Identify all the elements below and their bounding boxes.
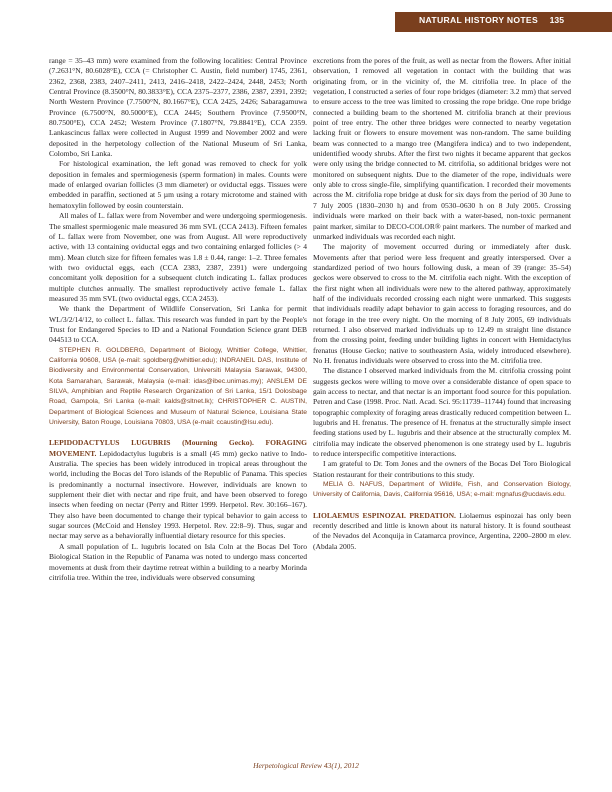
paragraph: All males of L. fallax were from November and were undergoing spermiogenesis. The smallest spermiogenic male measured 36 mm SVL (CCA 2413). Fifteen females of L. fallax were from November, one was from August. All were reproductively active, with 13 containing oviductal eggs and two containing enlarged follicles (> 4 mm). Mean clutch size for fifteen females was 1.8 ± 0.44, range: 1–2. Three females with two oviductal eggs, each (CCA 2383, 2387, 2391) were undergoing concomitant yolk deposition for a subsequent clutch indicating L. fallax produces multiple clutches annually. The smallest reproductively active female L. fallax measured 35 mm SVL (two oviductal eggs, CCA 2453).: [49, 211, 307, 303]
paragraph: The distance I observed marked individuals from the M. citrifolia crossing point suggests geckos were willing to move over a considerable distance of open space to gain access to nectar, and that nectar is an important food source for this population. Petren and Case (1998. Proc. Natl. Acad. Sci. 95:11739–11744) found that increasing topographic complexity of foraging areas drastically reduced competition between L. lugubris and H. frenatus. The presence of H. frenatus at the structurally simple insect feeding stations used by L. lugubris and their absence at the structurally complex M. citrifolia may indicate the observed phenomenon is one strategy used by L. lugubris to reduce interspecific competitive interactions.: [313, 366, 571, 459]
acknowledgment: We thank the Department of Wildlife Conservation, Sri Lanka for permit WL/3/2/14/12, to collect L. fallax. This research was funded in part by the People's Trust for Endangered Species to ID and a National Foundation Science grant DEB 044513 to CCA.: [49, 304, 307, 345]
section-heading: LEPIDODACTYLUS LUGUBRIS (Mourning Gecko). FORAGING MOVEMENT.: [49, 438, 307, 458]
paragraph: For histological examination, the left gonad was removed to check for yolk deposition in females and spermiogenesis (sperm formation) in males. Counts were made of enlarged ovarian follicles (3 mm diameter) or oviductal eggs. Tissues were embedded in paraffin, sectioned at 5 µm using a rotary microtome and stained with hematoxylin followed by eosin counterstain.: [49, 159, 307, 210]
page-number: 135: [549, 15, 564, 25]
paragraph: excretions from the pores of the fruit, as well as nectar from the flowers. After initial observation, I removed all vegetation in contact with the building that was originating from, or in the vicinity of, the M. citrifolia tree. In place of the vegetation, I constructed a series of four rope bridges (diameter: 3.2 mm) that served to ensure access to the tree was limited to crossing the rope bridge. One rope bridge connected a building beam to the shortened M. citrifolia branch at their previous point of tree entry. The other three bridges were connected to nearby vegetation lacking fruit or flowers to ensure movement was non-random. The same building beam was connected to a mango tree (Mangifera indica) and to two independent, unidentified woody shrubs. After the first two nights it became apparent that geckos were only using the bridge connected to M. citrifolia, so additional bridges were not monitored on subsequent nights. Due to the diameter of the rope, individuals were only able to cross single-file, simplifying quantification. I recorded their movements across the M. citrifolia rope bridge at dusk for six days from the period of 30 June to 7 July 2005 (1830–2030 h) and from 0530–0630 h on 8 July 2005. Crossing individuals were marked on their back with a water-based, non-toxic permanent paint marker, similar to DECO-COLOR® paint markers. The number of marked and unmarked individuals was recorded each night.: [313, 56, 571, 241]
paragraph: range = 35–43 mm) were examined from the following localities: Central Province (7.2631°N, 80.6028°E), CCA (= Christopher C. Austin, field number) 1745, 2361, 2362, 2368, 2383, 2407–2411, 2413, 2416–2418, 2422–2424, 2448, 2453; North Central Province (8.3500°N, 80.3833°E), CCA 2375–2377, 2386, 2387, 2391, 2392; North Western Province (7.7500°N, 80.1667°E), CCA 2425, 2426; Sabaragamuwa Province (6.7500°N, 80.5000°E), CCA 2445; Southern Province (7.9500°N, 80.7500°E), CCA 2452; Western Province (7.1807°N, 79.8841°E), CCA 2359. Lankascincus fallax were collected in August 1999 and November 2002 and were deposited in the herpetology collection of the National Museum of Sri Lanka, Colombo, Sri Lanka.: [49, 56, 307, 159]
section-text: Liolaemus espinozai has only been recently described and little is known about its natural history. It is found southeast of the Nevados del Aconquija in Catamarca province, Argentina, 2200–2800 m elev. (Abdala 2005.: [313, 510, 571, 551]
section-text: Lepidodactylus lugubris is a small (45 mm) gecko native to Indo-Australia. The species has been widely introduced in tropical areas throughout the world, including the Bocas del Toro islands of the Republic of Panama. This species is predominantly a nocturnal insectivore. However, individuals are known to supplement their diet with nectar and ripe fruit, and have been observed to forego insects when feeding on nectar (Perry and Ritter 1999. Herpetol. Rev. 30:166–167). They also have been documented to change their typical behavior to gain access to sugar sources (McCoid and Hensley 1993. Herpetol. Rev. 22:8–9). Thus, sugar and nectar may serve as a behaviorally influential dietary resource for this species.: [49, 448, 307, 541]
note-paragraph: [49, 438, 307, 541]
author-block: STEPHEN R. GOLDBERG, Department of Biology, Whittier College, Whittier, California 90608, USA (e-mail: sgoldberg@whittier.edu); INDRANEIL DAS, Institute of Biodiversity and Environmental Conservation, Universiti Malaysia Sarawak, 94300, Kota Samarahan, Sarawak, Malaysia (e-mail: idas@ibec.unimas.my); ANSLEM DE SILVA, Amphibian and Reptile Research Organization of Sri Lanka, 15/1 Dolosbage Road, Gampola, Sri Lanka (e-mail: kalds@sltnet.lk); CHRISTOPHER C. AUSTIN, Department of Biological Sciences and Museum of Natural Science, Louisiana State University, Baton Rouge, Louisiana 70803, USA (e-mail: ccaustin@lsu.edu).: [49, 346, 307, 427]
left-column: [49, 56, 307, 583]
right-column: [313, 56, 571, 552]
author-block: MELIA G. NAFUS, Department of Wildlife, Fish, and Conservation Biology, University of California, Davis, California 95616, USA; e-mail: mgnafus@ucdavis.edu.: [313, 481, 571, 499]
section-heading: LIOLAEMUS ESPINOZAI. PREDATION.: [313, 510, 456, 520]
paragraph: The majority of movement occurred during or immediately after dusk. Movements after that period were less frequent and greatly interspersed. Over a standardized period of two hours following dusk, a mean of 39 (range: 35–54) geckos were observed to cross to the M. citrifolia each night. With the exception of the first night when all individuals were new to the altered pathway, approximately half of the individuals recorded crossing each night were unmarked. This suggests that individuals readily adapt behavior to gain access to foraging resources, and do not forage in the tree every night. On the morning of 8 July 2005, 69 individuals returned. I also observed marked individuals up to 12.49 m straight line distance from the crossing point, feeding under building lights in concert with Hemidactylus frenatus (House Gecko; native to southeastern Asia, widely introduced elsewhere). No H. frenatus individuals were observed to cross into the M. citrifolia tree.: [313, 242, 571, 365]
running-header: [0, 12, 612, 32]
acknowledgment: I am grateful to Dr. Tom Jones and the owners of the Bocas Del Toro Biological Station restaurant for their contributions to this study.: [313, 459, 571, 479]
note-paragraph: [313, 511, 571, 552]
journal-section-title: NATURAL HISTORY NOTES: [419, 15, 538, 25]
paragraph: A small population of L. lugubris located on Isla Coln at the Bocas Del Toro Biological Station in the Republic of Panama was noted to undergo mass concerted movements at dusk from their daytime retreat within a building to a nearby Morinda citrifolia tree. Within the tree, individuals were observed consuming: [49, 541, 307, 582]
page-footer: Herpetological Review 43(1), 2012: [253, 761, 359, 770]
